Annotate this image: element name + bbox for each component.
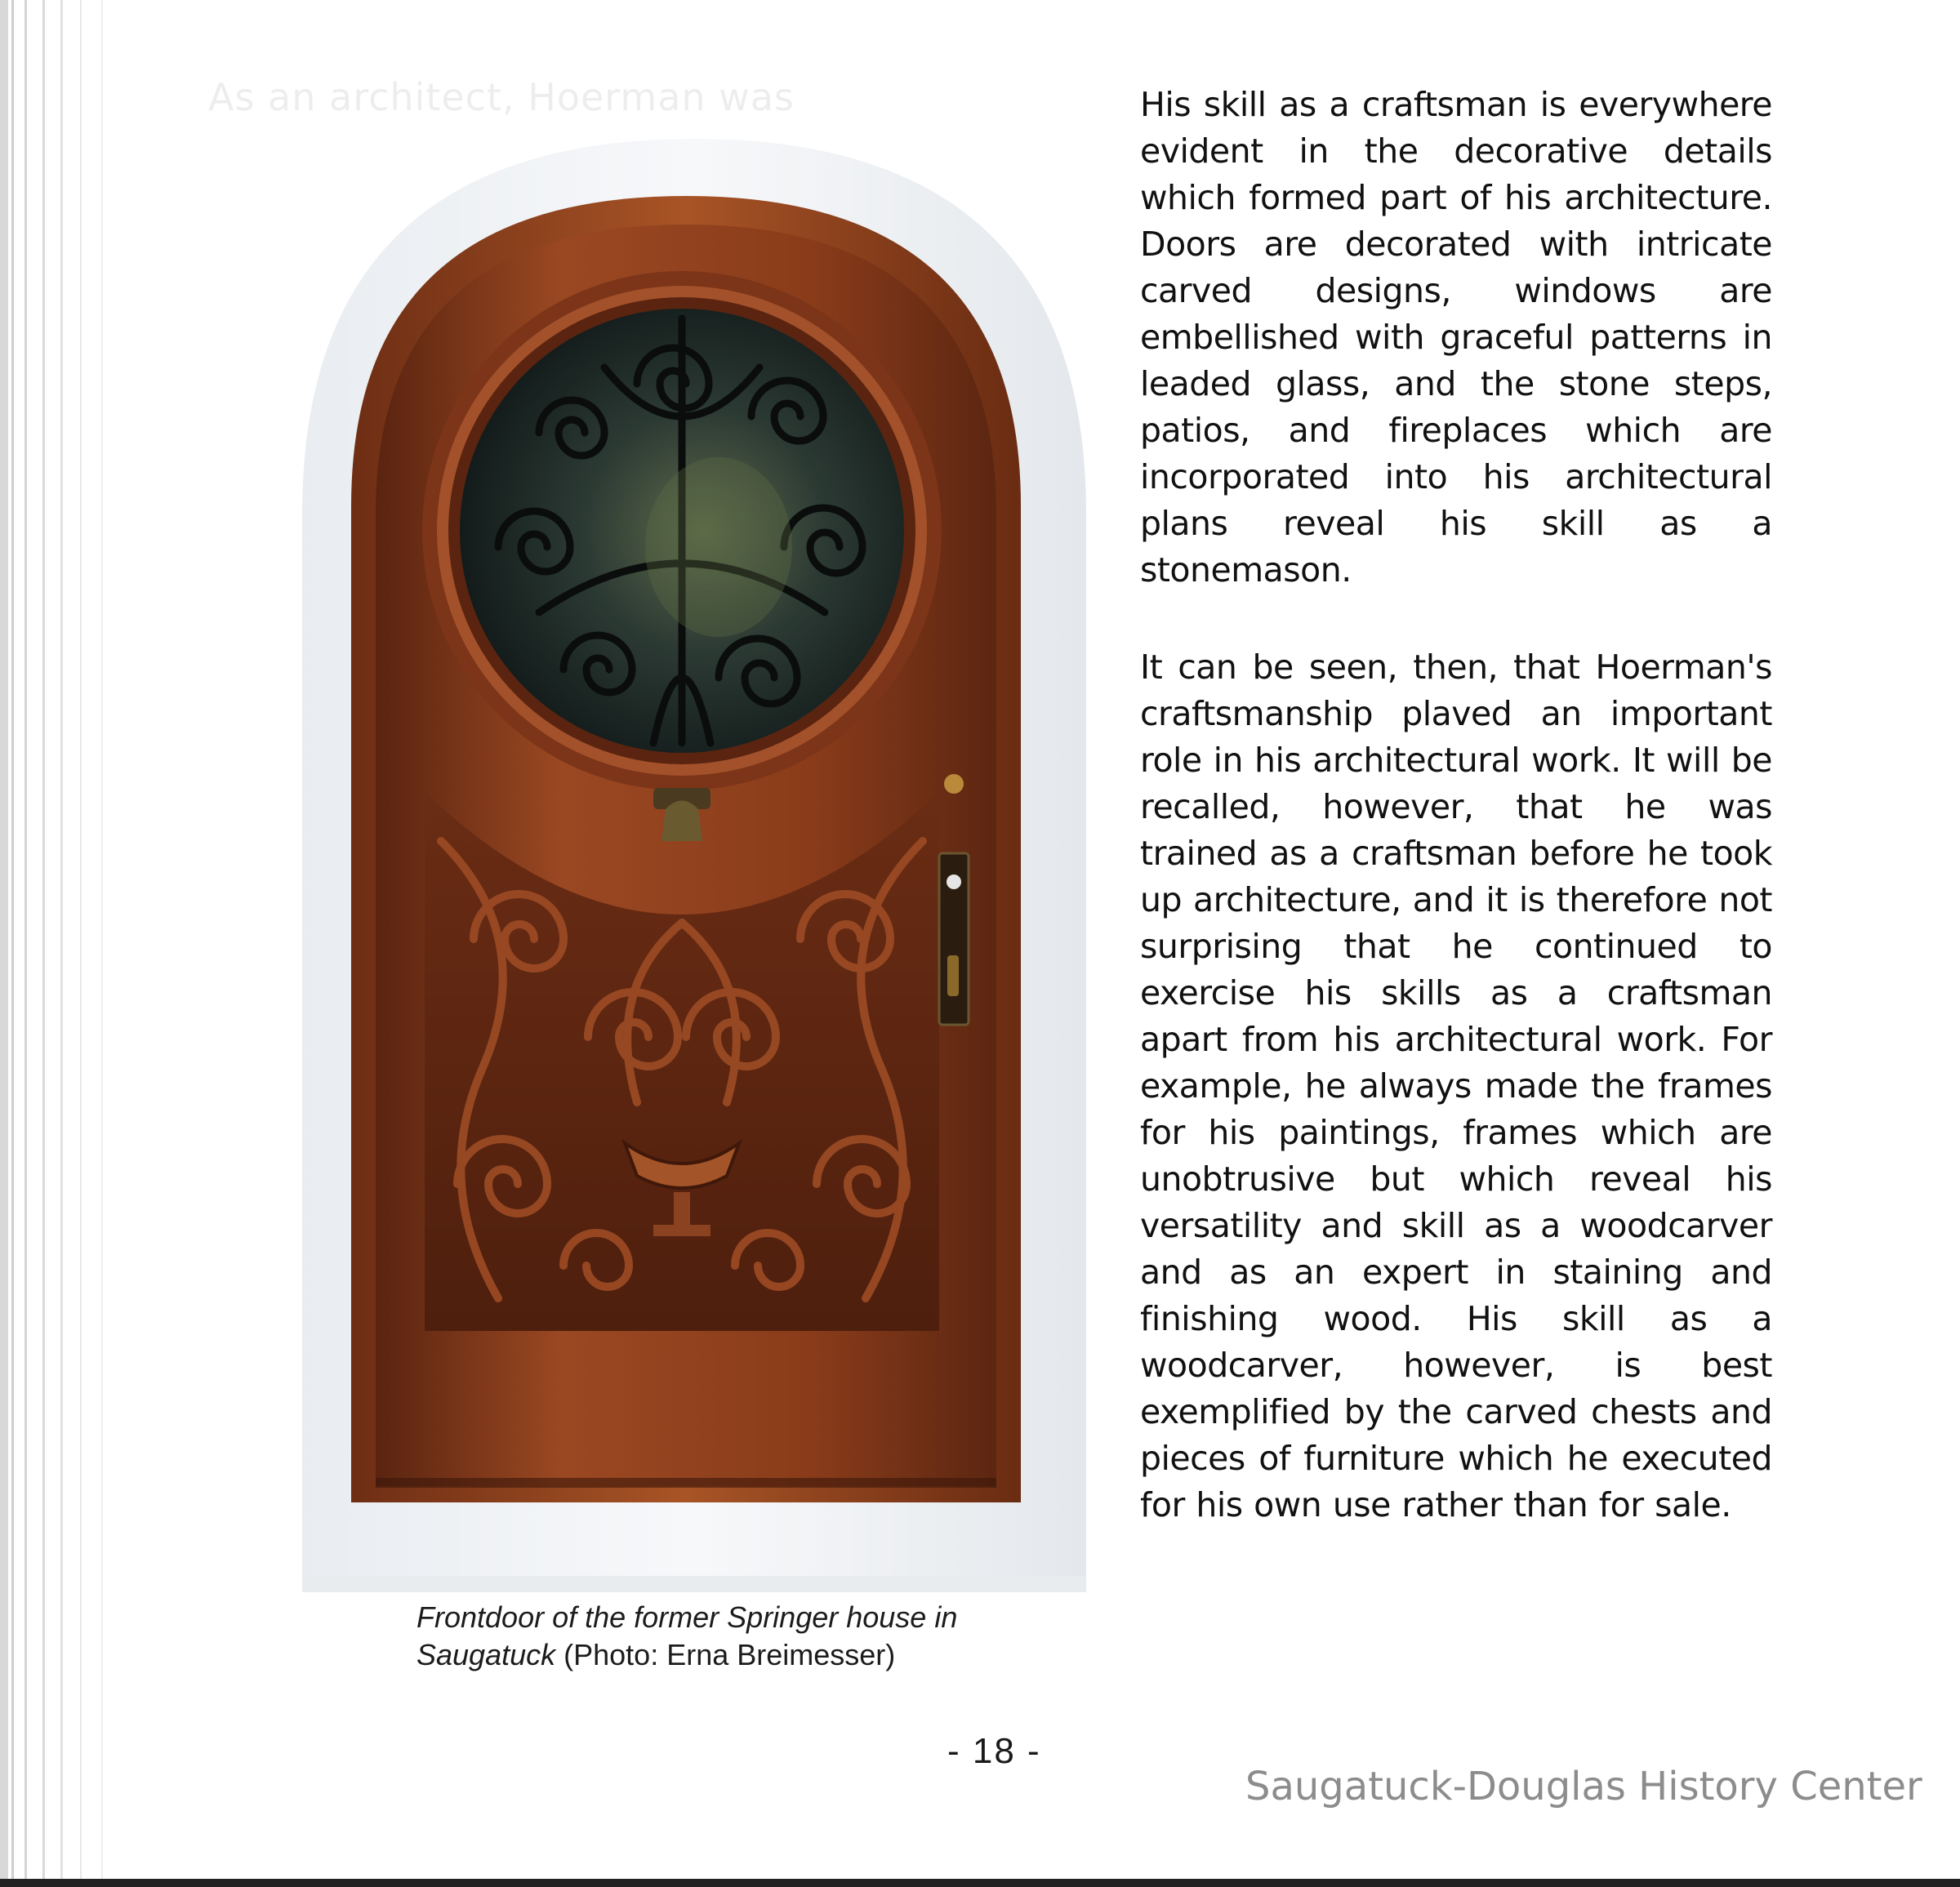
paragraph-1: His skill as a craftsman is everywhere evident in the decorative details which formed part of his architecture. Doors are decorated with intricate carved designs, windows are embellished with graceful patterns in leaded glass, and the stone steps, patios, and fireplaces which are incorporated into his architectural plans reveal his skill as a stonemason. (1140, 85, 1772, 590)
watermark: Saugatuck-Douglas History Center (1245, 1764, 1922, 1809)
bleed-through-text: As an architect, Hoerman was (208, 75, 795, 119)
caption-credit: (Photo: Erna Breimesser) (564, 1638, 896, 1671)
body-text (1140, 82, 1772, 1529)
photo-caption (416, 1599, 1037, 1674)
paragraph-2: It can be seen, then, that Hoerman's craftsmanship plaved an important role in his architectural work. It will be recalled, however, that he was trained as a craftsman before he took up architecture, and it is therefore not surprising that he continued to exercise his skills as a craftsman apart from his architectural work. For example, he always made the frames for his paintings, frames which are unobtrusive but which reveal his versatility and skill as a woodcarver and as an expert in staining and finishing wood. His skill as a woodcarver, however, is best exemplified by the carved chests and pieces of furniture which he executed for his own use rather than for sale. (1140, 648, 1772, 1524)
door-photo (294, 122, 1094, 1592)
scan-bottom-edge (0, 1879, 1960, 1887)
caption-title: Frontdoor of the former Springer house in Saugatuck (416, 1600, 958, 1671)
page-edge-shadow (0, 0, 122, 1887)
page-number: - 18 - (947, 1731, 1041, 1771)
